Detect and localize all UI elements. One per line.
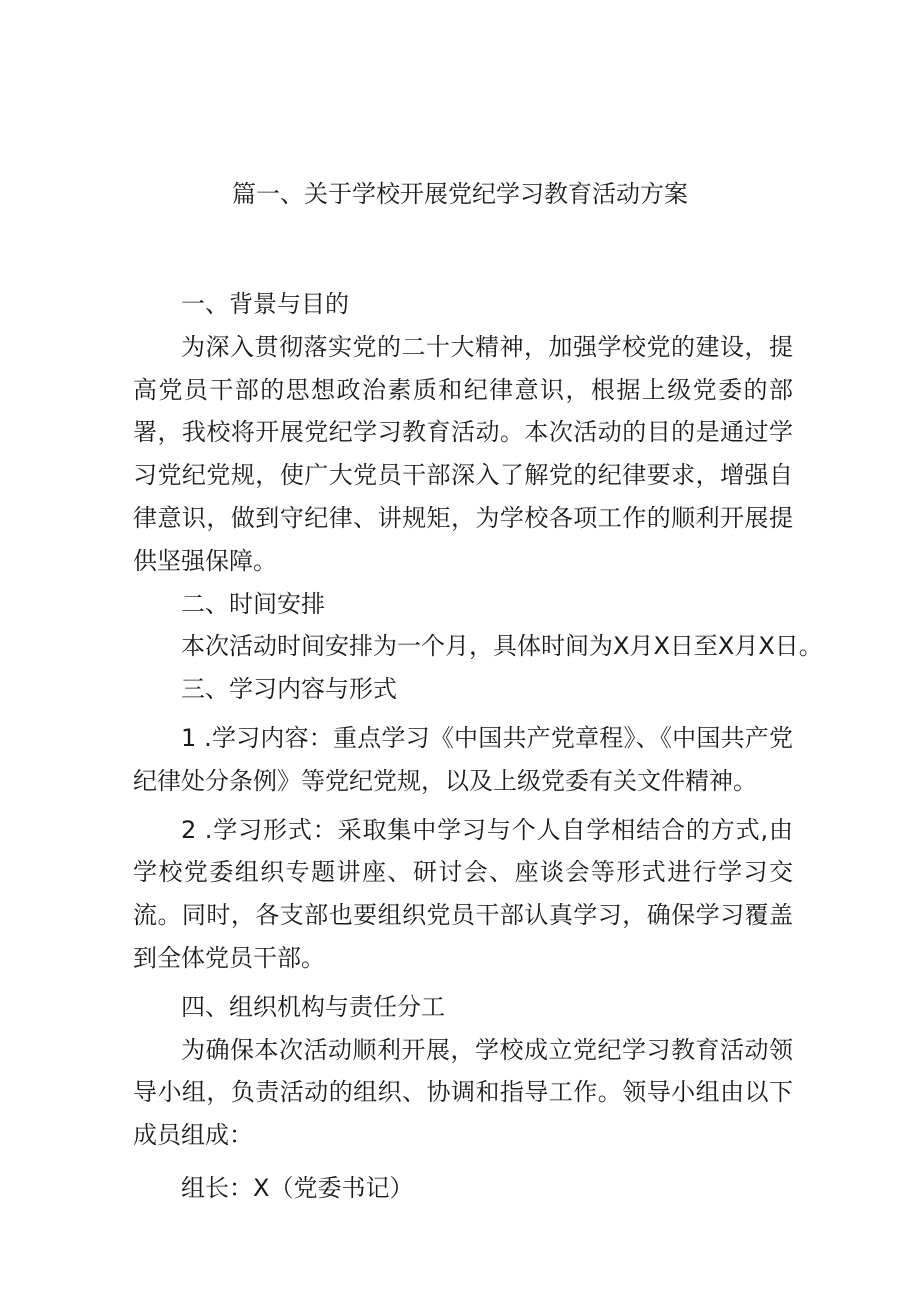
section-heading-organization: 四、组织机构与责任分工 xyxy=(181,992,445,1021)
paragraph-schedule: 本次活动时间安排为一个月，具体时间为X月X日至X月X日。 xyxy=(181,632,823,661)
paragraph-background: 为深入贯彻落实党的二十大精神，加强学校党的建设，提高党员干部的思想政治素质和纪律意识，根据上级党委的部署，我校将开展党纪学习教育活动。本次活动的目的是通过学习党纪党规，使广大党员干部深入了解党的纪律要求，增强自律意识，做到守纪律、讲规矩，为学校各项工作的顺利开展提供坚强保障。 xyxy=(133,332,793,575)
section-heading-content-format: 三、学习内容与形式 xyxy=(181,675,397,704)
document-body xyxy=(133,283,823,1210)
paragraph-organization: 为确保本次活动顺利开展，学校成立党纪学习教育活动领导小组，负责活动的组织、协调和指导工作。领导小组由以下成员组成： xyxy=(133,1035,793,1150)
list-item-study-format: 2 .学习形式：采取集中学习与个人自学相结合的方式,由学校党委组织专题讲座、研讨会、座谈会等形式进行学习交流。同时，各支部也要组织党员干部认真学习，确保学习覆盖到全体党员干部。 xyxy=(133,815,793,972)
leader-line: 组长：X（党委书记） xyxy=(181,1173,414,1202)
document-title: 篇一、关于学校开展党纪学习教育活动方案 xyxy=(232,180,688,208)
section-heading-background: 一、背景与目的 xyxy=(181,290,349,318)
list-item-study-content: 1 .学习内容：重点学习《中国共产党章程》、《中国共产党纪律处分条例》等党纪党规，以及上级党委有关文件精神。 xyxy=(133,723,793,795)
section-heading-schedule: 二、时间安排 xyxy=(181,589,325,618)
